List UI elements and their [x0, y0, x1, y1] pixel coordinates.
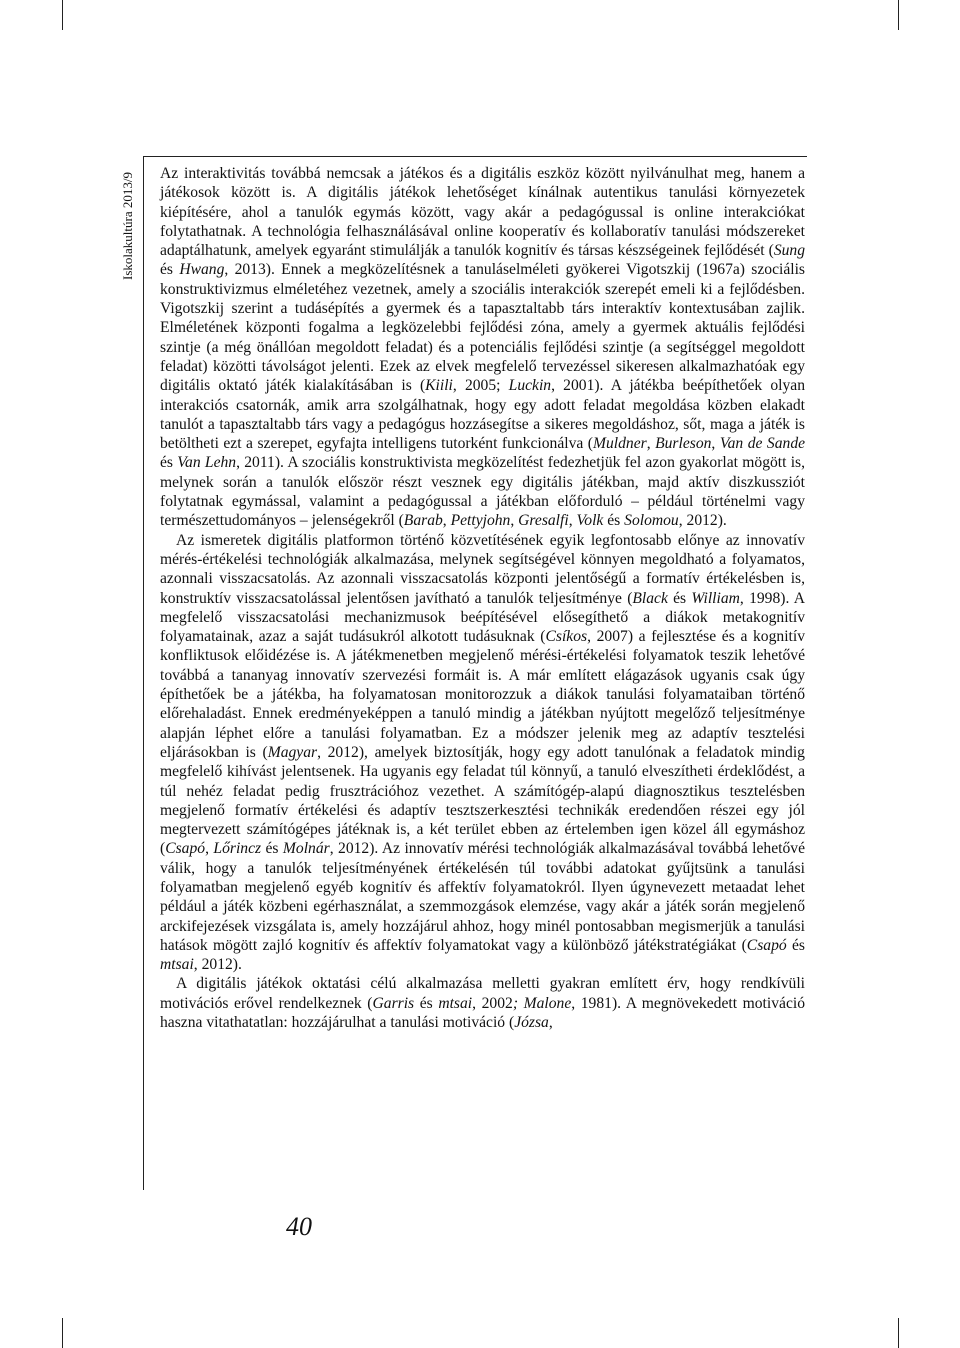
margin-rule — [143, 156, 144, 1190]
crop-mark-bottom-right — [898, 1318, 899, 1348]
citation-name: Luckin — [508, 377, 552, 395]
text-run: , 2012). Az innovatív mérési technológiák alkalmazásával továbbá lehetővé válik, hogy a tanulók teljesítményének értékelésén túl további adatokat gyűjtsünk a tanulási folyamatban megjelenő egyéb kognitív és affektív folyamatokról. Ilyen úgynevezett metaadat lehet például a játék közbeni egérhasználat, a szemmozgások elemzése, vagy akár a játék során megjelenő arckifejezések vizsgálata is, amely hozzájárul ahhoz, hogy minél pontosabban megismerjük a tanulási hatások mögött zajló kognitív és affektív folyamatokat vagy a különböző játékstratégiákat ( — [160, 840, 806, 954]
citation-name: ; Malone — [512, 994, 572, 1012]
text-run: és — [261, 840, 283, 858]
citation-name: Magyar — [267, 743, 318, 761]
citation-name: Barab — [403, 512, 443, 530]
crop-mark-top-right — [898, 0, 899, 30]
citation-name: Volk — [576, 512, 604, 530]
citation-name: Burleson — [655, 435, 712, 453]
text-run: , 2011). A szociális konstruktivista megközelítést fedezhetjük fel azon gyakorlat mögött is, melynek során a tanulók először részt vesznek egy digitális játékban, majd aktív diszkussziót folytatnak egymással, valamint a pedagógussal a játékban előforduló – például történelmi vagy természettudományos – jelenségekről ( — [160, 454, 806, 530]
text-run: Az interaktivitás továbbá nemcsak a játékos és a digitális eszköz között nyilvánulhat meg, hanem a játékosok között is. A digitális játékok lehetőséget kínálnak autentikus tanulási környezetek kiépítésére, ahol a tanulók egymás között, vagy akár a pedagógussal is online interakciókat folytathatnak. A technológia felhasználásával online kooperatív és kollaboratív tanulási módszereket adaptálhatunk, amelyek egyaránt stimulálják a tanulók kognitív és társas készségeinek fejlődését ( — [160, 165, 805, 260]
text-run: , 1998). A megfelelő visszacsatolási mechanizmusok beépítésével elősegíthető a diákok metakognitív folyamatainak, azaz a saját tudásukról alkotott tudásuknak ( — [160, 589, 805, 646]
citation-name: Csíkos — [545, 628, 588, 646]
page-number: 40 — [286, 1212, 312, 1241]
crop-mark-top-left — [62, 0, 63, 30]
citation-name: William — [691, 589, 740, 607]
citation-name: Solomou — [624, 512, 679, 530]
citation-name: Van de Sande — [719, 435, 806, 453]
citation-name: Black — [632, 589, 668, 607]
citation-name: mtsai — [160, 956, 194, 974]
text-run: Az ismeretek digitális platformon történő közvetítésének egyik legfontosabb előnye az innovatív mérés-értékelési technológiák alkalmazása, melynek segítségével könnyen megoldható a folyamatos, azonnali visszacsatolás. Az azonnali visszacsatolás központi jelentőségű a formatív értékelésben is, konstruktív visszacsatolással jelentősen javítható a tanulók teljesítménye ( — [160, 531, 805, 607]
paragraph-2 — [160, 531, 805, 975]
text-run: és — [160, 261, 180, 279]
text-run: , 2013). Ennek a megközelítésnek a tanuláselméleti gyökerei Vigotszkij (1967a) szociális konstruktivizmus elméletéhez vezetnek, amely a szociális interakciók szerepét emeli ki a fejlődésben. Vigotszkij szerint a tudásépítés a gyermek és a tapasztaltabb társ interaktív kontextusában zajlik. Elméletének központi fogalma a legközelebbi fejlődési zóna, amely a gyermek aktuális fejlődési szintje (a még önállóan megoldott feladat) és a potenciális fejlődési szintje (a segítséggel megoldott feladat) közötti távolságot jelenti. Ezek az elvek megfelelő tervezéssel sikeresen alkalmazhatóak egy digitális oktató játék kialakításában is ( — [160, 261, 805, 395]
citation-name: Kiili — [425, 377, 453, 395]
text-run: , 2007) a fejlesztése és a kognitív konfliktusok előidézése is. A játékmenetben megjelenő mérési-értékelési folyamatok teszik lehetővé továbbá a tananyag innovatív szervezési formáit is. A már említett elágazások ugyanis csak úgy építhetőek be a játékba, ha folyamatosan monitorozzuk a diákok tanulási folyamataiban történő előrehaladást. Ennek eredményeképpen a tanuló mindig a játékban nyújtott megelőző teljesítménye alapján léphet előre a tanulási folyamatban. Ez a módszer jelenik meg az adaptív tesztelési eljárásokban is ( — [160, 628, 805, 761]
text-run: és — [667, 589, 692, 607]
text-run: és — [603, 512, 625, 530]
citation-name: Sung — [773, 242, 805, 260]
citation-name: Józsa — [514, 1014, 549, 1032]
body-text — [160, 164, 805, 1032]
text-run: , — [510, 512, 519, 530]
paragraph-3 — [160, 974, 805, 1032]
citation-name: Van Lehn — [177, 454, 237, 472]
text-run: , 2012), amelyek biztosítják, hogy egy adott tanulónak a feladatok mindig megfelelő kihívást jelentsenek. Ha ugyanis egy feladat túl könnyű, a tanuló elveszítheti érdeklődést, a túl nehéz feladat pedig frusztrációhoz vezethet. A számítógép-alapú diagnosztikus tesztelésben megjelenő formatív értékelési és adaptív tesztszerkesztési technikák eredendően részei egy jól megtervezett számítógépes játéknak is, a két terület ebben az értelemben igen közel áll egymáshoz ( — [160, 743, 805, 858]
citation-name: Gresalfi — [518, 512, 569, 530]
text-run: A digitális játékok oktatási célú alkalmazása melletti gyakran említett érv, hogy rendkívüli motivációs erővel rendelkeznek ( — [160, 975, 805, 1012]
text-run: , — [548, 1014, 553, 1032]
citation-name: mtsai — [438, 994, 473, 1012]
citation-name: Csapó — [165, 840, 206, 858]
citation-name: Pettyjohn — [450, 512, 511, 530]
running-head: Iskolakultúra 2013/9 — [120, 172, 135, 280]
text-run: , — [205, 840, 214, 858]
text-run: , 2012). — [193, 956, 242, 974]
citation-name: Garris — [372, 994, 415, 1012]
citation-name: Csapó — [746, 936, 787, 954]
text-run: és — [160, 454, 178, 472]
text-run: és — [786, 936, 806, 954]
text-run: , — [711, 435, 720, 453]
text-run: , — [646, 435, 656, 453]
citation-name: Molnár — [282, 840, 330, 858]
text-run: , — [568, 512, 577, 530]
paragraph-1 — [160, 164, 805, 531]
text-run: és — [414, 994, 439, 1012]
text-run: , 2001). A játékba beépíthetőek olyan interakciós csatornák, amik arra szolgálhatnak, hogy egy adott feladat megoldása közben elakadt tanulót a tapasztaltabb társ vagy a pedagógus hozzásegítse a sikeres megoldáshoz, sőt, maga a játék is betöltheti ezt a szerepet, egyfajta intelligens tutorként funkcionálva ( — [160, 377, 805, 453]
header-rule — [143, 156, 807, 157]
citation-name: Hwang — [179, 261, 225, 279]
text-run: , 2005; — [452, 377, 509, 395]
crop-mark-bottom-left — [62, 1318, 63, 1348]
text-run: , 2012). — [678, 512, 727, 530]
citation-name: Lőrincz — [213, 840, 262, 858]
text-run: , 1981). A megnövekedett motiváció haszna vitathatatlan: hozzájárulhat a tanulási motiváció ( — [160, 994, 805, 1032]
text-run: , 2002 — [472, 994, 513, 1012]
citation-name: Muldner — [593, 435, 647, 453]
text-run: , — [442, 512, 451, 530]
